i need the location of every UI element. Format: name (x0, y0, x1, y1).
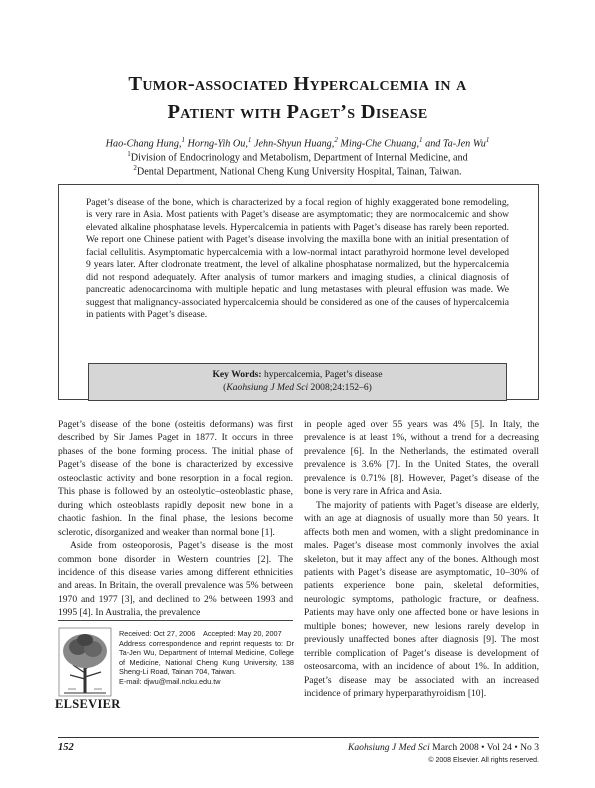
author-affiliation-mark: 1 (485, 136, 490, 144)
correspondence-block (119, 629, 294, 687)
citation-open: ( (223, 382, 227, 393)
author-affiliation-mark: 1 (419, 136, 423, 144)
affiliation-mark: 2 (133, 164, 137, 172)
citation-journal: Kaohsiung J Med Sci (226, 382, 309, 393)
author-affiliation-mark: 2 (334, 136, 338, 144)
author-affiliation-mark: 1 (247, 136, 252, 144)
elsevier-tree-icon (58, 627, 112, 697)
copyright-notice: © 2008 Elsevier. All rights reserved. (428, 757, 539, 764)
keywords-label: Key Words: (212, 369, 262, 380)
affiliation-text: Dental Department, National Cheng Kung University Hospital, Tainan, Taiwan. (136, 166, 462, 178)
article-title (60, 70, 535, 126)
author-name: Jehn-Shyun Huang, (251, 138, 335, 150)
author-name: Ming-Che Chuang, (337, 138, 420, 150)
journal-issue-line (348, 742, 539, 753)
footer-rule (58, 737, 539, 738)
correspondence-rule (58, 620, 293, 621)
affiliation-text: Division of Endocrinology and Metabolism, Department of Internal Medicine, and (130, 152, 468, 164)
body-column-right (304, 418, 539, 701)
body-paragraph: Paget’s disease of the bone (osteitis deformans) was first described by Sir James Paget in 1877. It occurs in three phases of the bone forming process. The initial phase of Paget’s disease of the bone is characterized by excessive osteoclastic activity and bone resorption in a focal region. This phase is followed by an osteolytic–osteoblastic phase, during which osteoblasts rapidly deposit new bone in a chaotic fashion. In the final phase, the lesions become sclerotic, disorganized and weaker than normal bone [1]. (58, 419, 293, 538)
affiliation-line (60, 161, 535, 179)
keywords-text: hypercalcemia, Paget’s disease (264, 369, 383, 380)
author-name: Horng-Yih Ou, (185, 138, 248, 150)
correspondence-email: E-mail: djwu@mail.ncku.edu.tw (119, 676, 221, 686)
author-name: Hao-Chang Hung, (105, 138, 182, 150)
abstract-text: Paget’s disease of the bone, which is characterized by a focal region of highly exaggerated bone remodeling, is very rare in Asia. Most patients with Paget’s disease are asymptomatic; they are normocalcemic and show elevated alkaline phosphatase levels. Hypercalcemia in patients with Paget’s disease has rarely been reported. We report one Chinese patient with Paget’s disease involving the maxilla bone with an initial presentation of facial cellulitis. Asymptomatic hypercalcemia with a low-normal intact parathyroid hormone level developed 9 years later. After clodronate treatment, the level of alkaline phosphatase normalized, but the hypercalcemia did not respond adequately. After analysis of tumor markers and imaging studies, a clinical diagnosis of pancreatic adenocarcinoma with multiple hepatic and lung metastases with pleural effusion was made. We suggest that malignancy-associated hypercalcemia should be considered as one of the causes of hypercalcemia in patients with Paget’s disease. (86, 197, 509, 321)
affiliation-mark: 1 (127, 150, 131, 158)
body-paragraph: in people aged over 55 years was 4% [5]. In Italy, the prevalence is at least 1%, without a trend for a decreasing prevalence [6]. In the Netherlands, the estimated overall prevalence is 3.6% [7]. In the United States, the overall prevalence is 0.71% [8]. However, Paget’s disease of the bone is very rare in Africa and Asia. (304, 419, 539, 498)
citation-details: 2008;24:152–6) (308, 382, 372, 393)
body-column-left (58, 418, 293, 620)
title-line-2: Patient with Paget’s Disease (167, 101, 428, 123)
publisher-logo-text: ELSEVIER (55, 697, 121, 711)
received-dates: Received: Oct 27, 2006 Accepted: May 20, 2007 (119, 629, 282, 638)
correspondence-address: Address correspondence and reprint requests to: Dr Ta-Jen Wu, Department of Internal Medicine, College of Medicine, National Cheng Kung University, 138 Sheng-Li Road, Tainan 704, Taiwan. (119, 638, 294, 677)
citation-line (88, 382, 507, 394)
body-paragraph: The majority of patients with Paget’s disease are elderly, with an age at diagnosis of usually more than 50 years. It affects both men and women, with a slight predominance in males. Paget’s disease most commonly involves the axial skeleton, but it may affect any of the bones. Although most patients with Paget’s disease are asymptomatic, 10–30% of patients experience bone pain, skeletal deformities, neurologic symptoms, pathologic fracture, or deafness. Patients may have only one affected bone or have lesions in multiple bones; however, new lesions rarely develop in previously unaffected bones after diagnosis [9]. The most terrible complication of Paget’s disease is development of osteosarcoma, with an incidence of about 1%. In addition, Paget’s disease may be associated with an increased incidence of primary hyperparathyroidism [10]. (304, 499, 539, 700)
keywords-line (88, 369, 507, 381)
body-paragraph: Aside from osteoporosis, Paget’s disease is the most common bone disorder in Western countries [2]. The incidence of this disease varies among different ethnicities and areas. In Britain, the overall prevalence was 5% between 1970 and 1977 [3], and declined to 2% between 1993 and 1995 [4]. In Australia, the prevalence (58, 540, 293, 619)
author-affiliation-mark: 1 (181, 136, 185, 144)
author-name: and Ta-Jen Wu (422, 138, 486, 150)
title-line-1: Tumor-associated Hypercalcemia in a (128, 73, 467, 95)
journal-name: Kaohsiung J Med Sci (347, 742, 430, 753)
journal-issue: March 2008 • Vol 24 • No 3 (429, 742, 539, 753)
page-number: 152 (58, 742, 74, 753)
